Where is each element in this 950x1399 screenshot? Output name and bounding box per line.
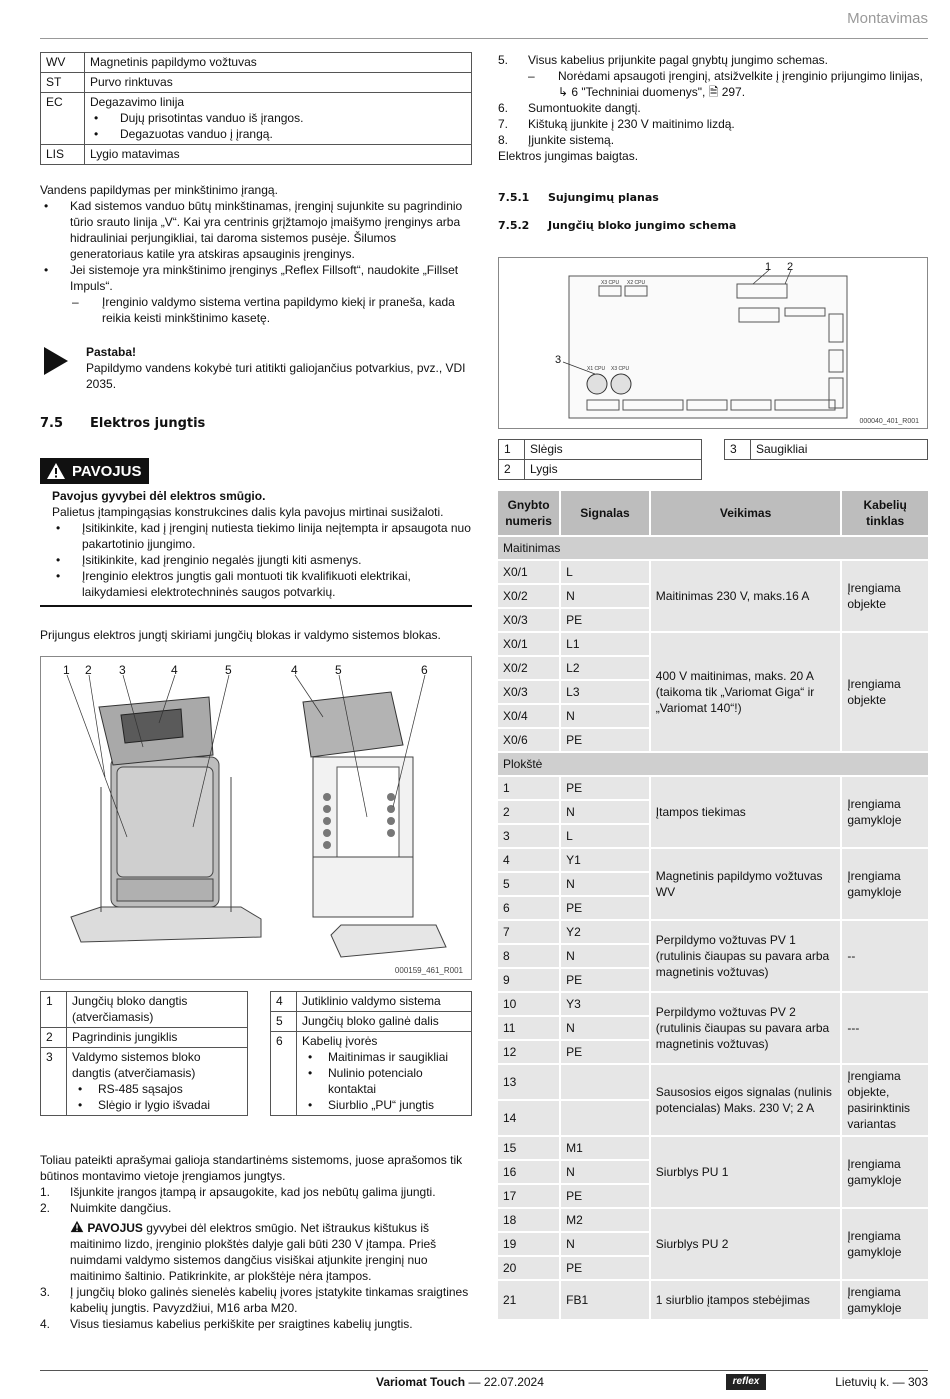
signal-name: Y2	[561, 921, 649, 943]
legend-code: LIS	[41, 145, 85, 165]
terminal-number: 15	[498, 1137, 559, 1159]
softening-bullet-1: • Kad sistemos vanduo būtų minkštinamas, įrenginį sujunkite su pagrindinio tūrio srauto linija „V“. Kai yra centrinis grįžtamojo įmaišymo įrenginys arba hidrauliniai perjungikliai, tai daroma sistemos pusėje. Šilumos generatoriaus katile yra atskiras apsauginis įrenginys.	[40, 198, 472, 262]
legend-desc-cell	[85, 53, 472, 73]
footer-product: Variomat Touch — 22.07.2024	[376, 1375, 544, 1389]
footer-page: Lietuvių k. — 303	[835, 1375, 928, 1389]
legend-desc: Magnetinis papildymo vožtuvas	[90, 55, 257, 69]
danger-bullet: • Įsitikinkite, kad įrenginio negalės įjungti kiti asmenys.	[52, 552, 472, 568]
chip-label-4: X3 CPU	[611, 366, 630, 372]
terminal-number: 10	[498, 993, 559, 1015]
signal-header: Gnybto numeris	[498, 491, 559, 535]
steps-right-block	[498, 52, 928, 164]
terminal-number: 18	[498, 1209, 559, 1231]
callout-right-4: 4	[291, 663, 298, 677]
terminal-number: X0/4	[498, 705, 559, 727]
signal-network: Įrengiama objekte	[842, 561, 928, 631]
note-arrow-icon	[42, 345, 70, 380]
section-heading-7-5: 7.5 Elektros jungtis	[40, 416, 206, 431]
signal-function: 1 siurblio įtampos stebėjimas	[651, 1281, 841, 1319]
signal-row	[498, 993, 928, 1015]
signal-name: M1	[561, 1137, 649, 1159]
fig1-legend-num: 3	[41, 1048, 67, 1116]
fig1-legend-text: Kabelių įvorės	[302, 1034, 378, 1048]
fig1-legend-num: 2	[41, 1028, 67, 1048]
softening-intro: Vandens papildymas per minkštinimo įrangą.	[40, 183, 278, 197]
fig1-legend-sub: • RS-485 sąsajos	[72, 1081, 242, 1097]
signal-function: Perpildymo vožtuvas PV 1 (rutulinis čiaupas su pavara arba magnetinis vožtuvas)	[651, 921, 841, 991]
signal-name: Y1	[561, 849, 649, 871]
board-callout-3: 3	[555, 354, 562, 366]
signal-name: L1	[561, 633, 649, 655]
signal-row	[498, 777, 928, 799]
legend-desc: Lygio matavimas	[90, 147, 180, 161]
signal-network: Įrengiama gamykloje	[842, 1137, 928, 1207]
fig2-legend-row: 3 Saugikliai	[725, 440, 928, 460]
signal-name: L	[561, 825, 649, 847]
signal-network: ---	[842, 993, 928, 1063]
softening-dash-1: – Įrenginio valdymo sistema vertina papildymo kiekį ir praneša, kada reikia keisti minkštinimo kasetę.	[40, 294, 472, 326]
chip-label-1: X3 CPU	[601, 280, 620, 286]
step-5-dash: – Norėdami apsaugoti įrenginį, atsižvelkite į įrenginio prijungimo linijas, ↳ 6 "Techniniai duomenys", 🗎 297.	[528, 69, 923, 99]
signal-group-name: Plokštė	[498, 753, 928, 775]
signal-name: Y3	[561, 993, 649, 1015]
fig1-legend-cell	[297, 992, 472, 1012]
signal-name: N	[561, 1233, 649, 1255]
fig1-legend-row	[271, 992, 472, 1012]
fig1-legend-num: 5	[271, 1012, 297, 1032]
terminal-number: 7	[498, 921, 559, 943]
fig1-legend-num: 4	[271, 992, 297, 1012]
terminal-number: X0/3	[498, 609, 559, 631]
fig1-legend-text: Pagrindinis jungiklis	[72, 1030, 178, 1044]
fig1-legend-sub: • Maitinimas ir saugikliai	[302, 1049, 466, 1065]
signal-table	[496, 489, 930, 1321]
steps-done: Elektros jungimas baigtas.	[498, 149, 639, 163]
signal-name: PE	[561, 729, 649, 751]
signal-network: Įrengiama gamykloje	[842, 1281, 928, 1319]
signal-function: Magnetinis papildymo vožtuvas WV	[651, 849, 841, 919]
fig1-legend-cell	[67, 1048, 248, 1116]
signal-name: N	[561, 1161, 649, 1183]
signal-name	[561, 1065, 649, 1099]
signal-function: Siurblys PU 2	[651, 1209, 841, 1279]
fig1-legend-row	[271, 1012, 472, 1032]
terminal-number: X0/3	[498, 681, 559, 703]
signal-function: Sausosios eigos signalas (nulinis potencialas) Maks. 230 V; 2 A	[651, 1065, 841, 1135]
figure-circuit-board	[498, 257, 928, 429]
terminal-number: 16	[498, 1161, 559, 1183]
fig2-legend-left	[498, 439, 702, 480]
signal-row	[498, 1281, 928, 1319]
link-page-297[interactable]: 297.	[721, 85, 746, 99]
fig1-legend-sub: • Slėgio ir lygio išvadai	[72, 1097, 242, 1113]
signal-function: Maitinimas 230 V, maks.16 A	[651, 561, 841, 631]
step-2: 2. Nuimkite dangčius.	[40, 1201, 172, 1215]
chip-label-3: X1 CPU	[587, 366, 606, 372]
fig1-legend-cell	[297, 1032, 472, 1116]
fig1-legend-text: Valdymo sistemos bloko dangtis (atverčiamasis)	[72, 1050, 201, 1080]
fig1-legend-text: Jungčių bloko galinė dalis	[302, 1014, 439, 1028]
signal-name: PE	[561, 1185, 649, 1207]
header-divider	[40, 38, 928, 39]
danger-bullet: • Įrenginio elektros jungtis gali montuoti tik kvalifikuoti elektrikai, laikydamiesi elektrotechninės saugos potvarkių.	[52, 568, 472, 600]
legend-desc-cell	[85, 93, 472, 145]
signal-network: Įrengiama gamykloje	[842, 777, 928, 847]
fig1-legend-cell	[67, 1028, 248, 1048]
legend-desc: Degazavimo linija	[90, 95, 185, 109]
terminal-number: 19	[498, 1233, 559, 1255]
signal-name	[561, 1101, 649, 1135]
terminal-number: 20	[498, 1257, 559, 1279]
signal-function: Įtampos tiekimas	[651, 777, 841, 847]
step-8: 8. Įjunkite sistemą.	[498, 133, 615, 147]
signal-function: 400 V maitinimas, maks. 20 A (taikoma tik „Variomat Giga“ ir „Variomat 140“!)	[651, 633, 841, 751]
danger-text: Palietus įtampingąsias konstrukcines dalis kyla pavojus mirtinai susižaloti.	[52, 505, 444, 519]
signal-row	[498, 561, 928, 583]
step-5: 5. Visus kabelius prijunkite pagal gnybtų jungimo schemas.	[498, 53, 828, 67]
fig2-legend-row: 1 Slėgis	[499, 440, 702, 460]
footer-divider	[40, 1370, 928, 1371]
signal-network: --	[842, 921, 928, 991]
callout-left-4: 4	[171, 663, 178, 677]
danger-divider	[40, 605, 472, 607]
fig1-legend-text: Jutiklinio valdymo sistema	[302, 994, 441, 1008]
terminal-number: X0/6	[498, 729, 559, 751]
legend-sub: • Dujų prisotintas vanduo iš įrangos.	[90, 110, 466, 126]
fig1-legend-row	[41, 992, 248, 1028]
fig1-legend-left	[40, 991, 248, 1116]
fig1-legend-num: 1	[41, 992, 67, 1028]
warning-triangle-small-icon	[70, 1220, 84, 1233]
signal-name: N	[561, 705, 649, 727]
terminal-number: 13	[498, 1065, 559, 1099]
signal-name: PE	[561, 609, 649, 631]
signal-table-wrap	[496, 489, 930, 1321]
terminal-number: X0/2	[498, 585, 559, 607]
signal-group-row	[498, 753, 928, 775]
terminal-number: X0/1	[498, 561, 559, 583]
signal-name: N	[561, 1017, 649, 1039]
signal-name: PE	[561, 1257, 649, 1279]
terminal-number: X0/1	[498, 633, 559, 655]
terminal-number: 21	[498, 1281, 559, 1319]
signal-header: Signalas	[561, 491, 649, 535]
softening-block	[40, 182, 472, 326]
signal-group-name: Maitinimas	[498, 537, 928, 559]
page-ref-icon: 🗎	[708, 85, 719, 99]
fig1-legend-row	[41, 1028, 248, 1048]
terminal-number: 3	[498, 825, 559, 847]
terminal-number: X0/2	[498, 657, 559, 679]
signal-network: Įrengiama gamykloje	[842, 1209, 928, 1279]
signal-function: Siurblys PU 1	[651, 1137, 841, 1207]
fig2-legend-right	[724, 439, 928, 460]
signal-row	[498, 849, 928, 871]
terminal-number: 9	[498, 969, 559, 991]
signal-row	[498, 1209, 928, 1231]
danger-badge: PAVOJUS	[40, 458, 149, 484]
signal-row	[498, 1065, 928, 1099]
signal-group-row	[498, 537, 928, 559]
danger-bullet: • Įsitikinkite, kad į įrenginį nutiesta tiekimo linija neįtempta ir apsaugota nuo pakartotinio įjungimo.	[52, 520, 472, 552]
board-callout-2: 2	[787, 261, 794, 273]
softening-bullet-2: • Jei sistemoje yra minkštinimo įrenginys „Reflex Fillsoft“, naudokite „Fillset Impuls“.	[40, 262, 472, 294]
signal-header: Veikimas	[651, 491, 841, 535]
signal-name: PE	[561, 897, 649, 919]
step-2-danger: PAVOJUS gyvybei dėl elektros smūgio. Net ištraukus kištukus iš maitinimo lizdo, įrenginio plokštės dalyje gali būti 230 V įtampa. Prieš nuimdami valdymo sistemos dangčius visiškai atjunkite įrenginį nuo maitinimo šaltinio. Patikrinkite, ar plokštėje nėra įtampos.	[70, 1221, 437, 1283]
legend-desc-cell	[85, 145, 472, 165]
callout-left-1: 1	[63, 663, 70, 677]
signal-name: PE	[561, 969, 649, 991]
link-technical-data[interactable]: 6 "Techniniai duomenys",	[571, 85, 706, 99]
page-section-title: Montavimas	[847, 10, 928, 27]
step-1: 1. Išjunkite įrangos įtampą ir apsaugokite, kad jos nebūtų galima įjungti.	[40, 1185, 436, 1199]
terminal-number: 14	[498, 1101, 559, 1135]
warning-triangle-icon	[46, 462, 66, 480]
device-open-drawing	[303, 692, 446, 957]
step-7: 7. Kištuką įjunkite į 230 V maitinimo lizdą.	[498, 117, 735, 131]
signal-function: Perpildymo vožtuvas PV 2 (rutulinis čiaupas su pavara arba magnetinis vožtuvas)	[651, 993, 841, 1063]
after-connection-text: Prijungus elektros jungtį skiriami jungčių blokas ir valdymo sistemos blokas.	[40, 628, 441, 642]
signal-network: Įrengiama objekte	[842, 633, 928, 751]
callout-left-3: 3	[119, 663, 126, 677]
signal-header: Kabelių tinklas	[842, 491, 928, 535]
figure2-code: 000040_401_R001	[859, 418, 919, 425]
signal-row	[498, 1137, 928, 1159]
legend-table-1	[40, 52, 472, 165]
note-block	[86, 344, 466, 392]
terminal-number: 17	[498, 1185, 559, 1207]
legend-code: EC	[41, 93, 85, 145]
fig1-legend-cell	[67, 992, 248, 1028]
fig1-legend-sub: • Nulinio potencialo kontaktai	[302, 1065, 466, 1097]
danger-title: Pavojus gyvybei dėl elektros smūgio.	[52, 489, 266, 503]
signal-name: N	[561, 873, 649, 895]
signal-name: N	[561, 801, 649, 823]
note-text: Papildymo vandens kokybė turi atitikti galiojančius potvarkius, pvz., VDI 2035.	[86, 361, 466, 391]
legend-row	[41, 145, 472, 165]
danger-block	[52, 488, 472, 600]
signal-name: N	[561, 945, 649, 967]
callout-right-5: 5	[335, 663, 342, 677]
fig1-legend-num: 6	[271, 1032, 297, 1116]
signal-name: PE	[561, 1041, 649, 1063]
signal-name: L2	[561, 657, 649, 679]
legend-row	[41, 73, 472, 93]
signal-name: L	[561, 561, 649, 583]
signal-name: FB1	[561, 1281, 649, 1319]
signal-row	[498, 921, 928, 943]
terminal-number: 4	[498, 849, 559, 871]
signal-name: PE	[561, 777, 649, 799]
fig2-legend-row: 2 Lygis	[499, 460, 702, 480]
terminal-number: 1	[498, 777, 559, 799]
link-arrow-icon: ↳	[558, 85, 569, 99]
callout-left-2: 2	[85, 663, 92, 677]
callout-right-6: 6	[421, 663, 428, 677]
fig1-legend-right	[270, 991, 472, 1116]
signal-network: Įrengiama objekte, pasirinktinis variantas	[842, 1065, 928, 1135]
legend-desc: Purvo rinktuvas	[90, 75, 173, 89]
section-heading-7-5-2: 7.5.2 Jungčių bloko jungimo schema	[498, 219, 737, 232]
figure-device-illustration	[40, 656, 472, 980]
terminal-number: 11	[498, 1017, 559, 1039]
fig1-legend-text: Jungčių bloko dangtis (atverčiamasis)	[72, 994, 188, 1024]
fig1-legend-row	[271, 1032, 472, 1116]
terminal-number: 8	[498, 945, 559, 967]
step-4: 4. Visus tiesiamus kabelius perkiškite per sraigtines kabelių jungtis.	[40, 1317, 413, 1331]
steps-intro: Toliau pateikti aprašymai galioja standartinėms sistemoms, juose aprašomos tik būtinos montavimo vietoje įrengiamos jungtys.	[40, 1153, 463, 1183]
step-3: 3. Į jungčių bloko galinės sienelės kabelių įvores įstatykite tinkamas sraigtines kabelių jungtis. Pavyzdžiui, M16 arba M20.	[40, 1285, 469, 1315]
note-title: Pastaba!	[86, 345, 137, 359]
legend-row	[41, 93, 472, 145]
callout-left-5: 5	[225, 663, 232, 677]
legend-desc-cell	[85, 73, 472, 93]
signal-header-row	[498, 491, 928, 535]
terminal-number: 6	[498, 897, 559, 919]
fig1-legend-cell	[297, 1012, 472, 1032]
terminal-number: 12	[498, 1041, 559, 1063]
step-6: 6. Sumontuokite dangtį.	[498, 101, 641, 115]
legend-code: WV	[41, 53, 85, 73]
legend-code: ST	[41, 73, 85, 93]
device-front-drawing	[71, 697, 261, 942]
signal-name: N	[561, 585, 649, 607]
fig1-legend-row	[41, 1048, 248, 1116]
signal-name: M2	[561, 1209, 649, 1231]
board-callout-1: 1	[765, 261, 772, 273]
reflex-logo: reflex	[726, 1374, 766, 1390]
signal-network: Įrengiama gamykloje	[842, 849, 928, 919]
signal-row	[498, 633, 928, 655]
signal-name: L3	[561, 681, 649, 703]
figure1-code: 000159_461_R001	[394, 966, 463, 975]
terminal-number: 5	[498, 873, 559, 895]
legend-row	[41, 53, 472, 73]
section-heading-7-5-1: 7.5.1 Sujungimų planas	[498, 191, 659, 204]
terminal-number: 2	[498, 801, 559, 823]
chip-label-2: X2 CPU	[627, 280, 646, 286]
steps-left-block	[40, 1152, 472, 1332]
fig1-legend-sub: • Siurblio „PU“ jungtis	[302, 1097, 466, 1113]
legend-sub: • Degazuotas vanduo į įrangą.	[90, 126, 466, 142]
